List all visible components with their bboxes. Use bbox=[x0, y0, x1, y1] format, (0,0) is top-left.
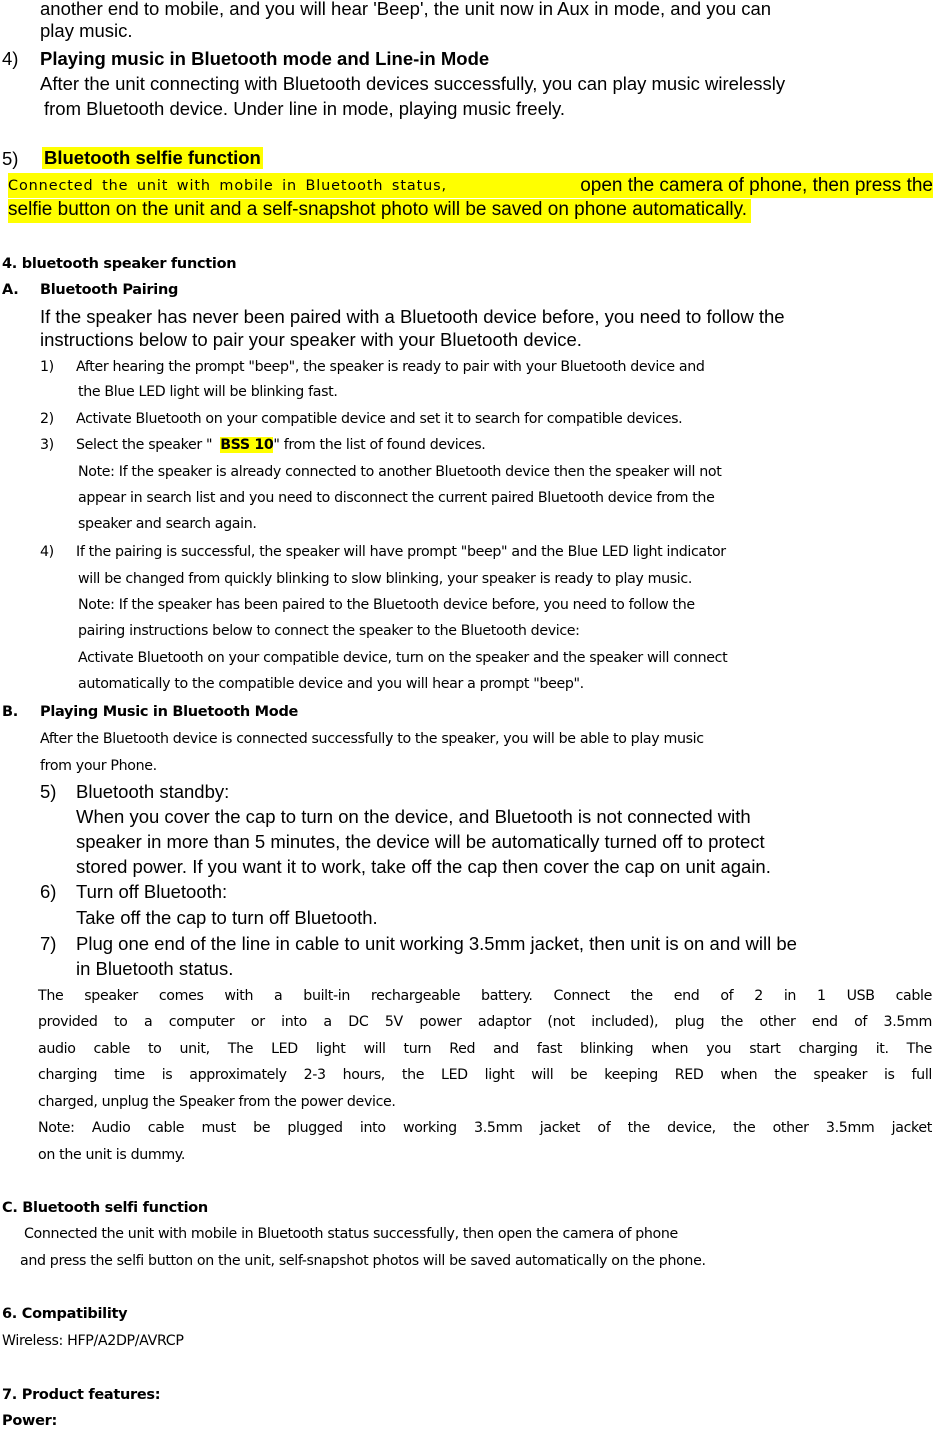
pairing-step4-line-1: If the pairing is successful, the speaker will have prompt "beep" and the Blue LED light indicator bbox=[76, 544, 726, 560]
line-in-number: 7) bbox=[40, 933, 57, 954]
charging-line-1: The speaker comes with a built-in rechargeable battery. Connect the end of 2 in 1 USB cable bbox=[38, 988, 932, 1004]
pairing-step4-line-2: will be changed from quickly blinking to slow blinking, your speaker is ready to play music. bbox=[78, 571, 692, 587]
item5-number: 5) bbox=[2, 148, 19, 169]
pairing-step1-number: 1) bbox=[40, 359, 54, 375]
charging-line-4: charging time is approximately 2-3 hours, the LED light will be keeping RED when the speaker is full bbox=[38, 1067, 932, 1083]
selfi-line-2: and press the selfi button on the unit, self-snapshot photos will be saved automatically on the phone. bbox=[20, 1253, 706, 1269]
pairing-step3-pre: Select the speaker " bbox=[76, 437, 213, 453]
line-in-line-1: Plug one end of the line in cable to unit working 3.5mm jacket, then unit is on and will be bbox=[76, 933, 797, 954]
pairing-step2: Activate Bluetooth on your compatible device and set it to search for compatible devices. bbox=[76, 411, 683, 427]
features-power: Power: bbox=[2, 1413, 57, 1429]
pairing-step4-number: 4) bbox=[40, 544, 54, 560]
item5-line-1-rest: open the camera of phone, then press the bbox=[580, 174, 933, 196]
item4-number: 4) bbox=[2, 48, 19, 69]
item4-title: Playing music in Bluetooth mode and Line-in Mode bbox=[40, 48, 490, 69]
pairing-step2-number: 2) bbox=[40, 411, 54, 427]
playing-title: Playing Music in Bluetooth Mode bbox=[40, 704, 299, 720]
line-in-line-2: in Bluetooth status. bbox=[76, 958, 234, 979]
pairing-title: Bluetooth Pairing bbox=[40, 282, 179, 298]
playing-letter: B. bbox=[2, 704, 18, 720]
playing-line-1: After the Bluetooth device is connected successfully to the speaker, you will be able to play music bbox=[40, 731, 704, 747]
pairing-intro-1: If the speaker has never been paired with a Bluetooth device before, you need to follow the bbox=[40, 306, 785, 327]
audio-note-line-2: on the unit is dummy. bbox=[38, 1147, 185, 1163]
selfi-heading: C. Bluetooth selfi function bbox=[2, 1200, 208, 1216]
model-name-highlight: BSS 10 bbox=[220, 437, 274, 453]
pairing-intro-2: instructions below to pair your speaker with your Bluetooth device. bbox=[40, 329, 582, 350]
pairing-note2-line-3: Activate Bluetooth on your compatible device, turn on the speaker and the speaker will connect bbox=[78, 650, 728, 666]
compatibility-heading: 6. Compatibility bbox=[2, 1306, 128, 1322]
pairing-step1-line-2: the Blue LED light will be blinking fast. bbox=[78, 384, 338, 400]
standby-line-2: speaker in more than 5 minutes, the device will be automatically turned off to protect bbox=[76, 831, 765, 852]
pairing-note1-line-3: speaker and search again. bbox=[78, 516, 257, 532]
turn-off-title: Turn off Bluetooth: bbox=[76, 881, 228, 902]
pairing-note2-line-4: automatically to the compatible device and you will hear a prompt "beep". bbox=[78, 676, 584, 692]
item4-line-2: from Bluetooth device. Under line in mode, playing music freely. bbox=[44, 98, 565, 119]
item5-title: Bluetooth selfie function bbox=[44, 147, 261, 168]
selfi-line-1: Connected the unit with mobile in Bluetooth status successfully, then open the camera of phone bbox=[24, 1226, 678, 1242]
pairing-note2-line-1: Note: If the speaker has been paired to the Bluetooth device before, you need to follow the bbox=[78, 597, 695, 613]
turn-off-line-1: Take off the cap to turn off Bluetooth. bbox=[76, 907, 378, 928]
standby-line-1: When you cover the cap to turn on the device, and Bluetooth is not connected with bbox=[76, 806, 751, 827]
pairing-step3-post: " from the list of found devices. bbox=[273, 437, 486, 453]
speaker-function-heading: 4. bluetooth speaker function bbox=[2, 256, 237, 272]
charging-line-5: charged, unplug the Speaker from the power device. bbox=[38, 1094, 396, 1110]
pairing-step3-number: 3) bbox=[40, 437, 54, 453]
aux-intro-line-2: play music. bbox=[40, 20, 133, 41]
charging-line-3: audio cable to unit, The LED light will turn Red and fast blinking when you start charging it. The bbox=[38, 1041, 932, 1057]
pairing-step1-line-1: After hearing the prompt "beep", the speaker is ready to pair with your Bluetooth device and bbox=[76, 359, 705, 375]
pairing-letter: A. bbox=[2, 282, 19, 298]
turn-off-number: 6) bbox=[40, 881, 57, 902]
playing-line-2: from your Phone. bbox=[40, 758, 157, 774]
item5-line-2: selfie button on the unit and a self-snapshot photo will be saved on phone automatically. bbox=[8, 199, 751, 223]
pairing-note2-line-2: pairing instructions below to connect the speaker to the Bluetooth device: bbox=[78, 623, 580, 639]
features-heading: 7. Product features: bbox=[2, 1387, 161, 1403]
pairing-step3 bbox=[76, 434, 485, 456]
item5-line-1-small: Connected the unit with mobile in Bluetooth status, bbox=[8, 177, 448, 194]
item5-line-1 bbox=[8, 173, 933, 198]
standby-line-3: stored power. If you want it to work, take off the cap then cover the cap on unit again. bbox=[76, 856, 771, 877]
compatibility-value: Wireless: HFP/A2DP/AVRCP bbox=[2, 1333, 184, 1349]
pairing-note1-line-2: appear in search list and you need to disconnect the current paired Bluetooth device from the bbox=[78, 490, 715, 506]
charging-line-2: provided to a computer or into a DC 5V power adaptor (not included), plug the other end of 3.5mm bbox=[38, 1014, 932, 1030]
item4-line-1: After the unit connecting with Bluetooth devices successfully, you can play music wirelessly bbox=[40, 73, 786, 94]
aux-intro-line-1: another end to mobile, and you will hear 'Beep', the unit now in Aux in mode, and you can bbox=[40, 0, 772, 19]
pairing-note1-line-1: Note: If the speaker is already connected to another Bluetooth device then the speaker will not bbox=[78, 464, 722, 480]
standby-number: 5) bbox=[40, 781, 57, 802]
audio-note-line-1: Note: Audio cable must be plugged into working 3.5mm jacket of the device, the other 3.5mm jacket bbox=[38, 1120, 932, 1136]
standby-title: Bluetooth standby: bbox=[76, 781, 230, 802]
